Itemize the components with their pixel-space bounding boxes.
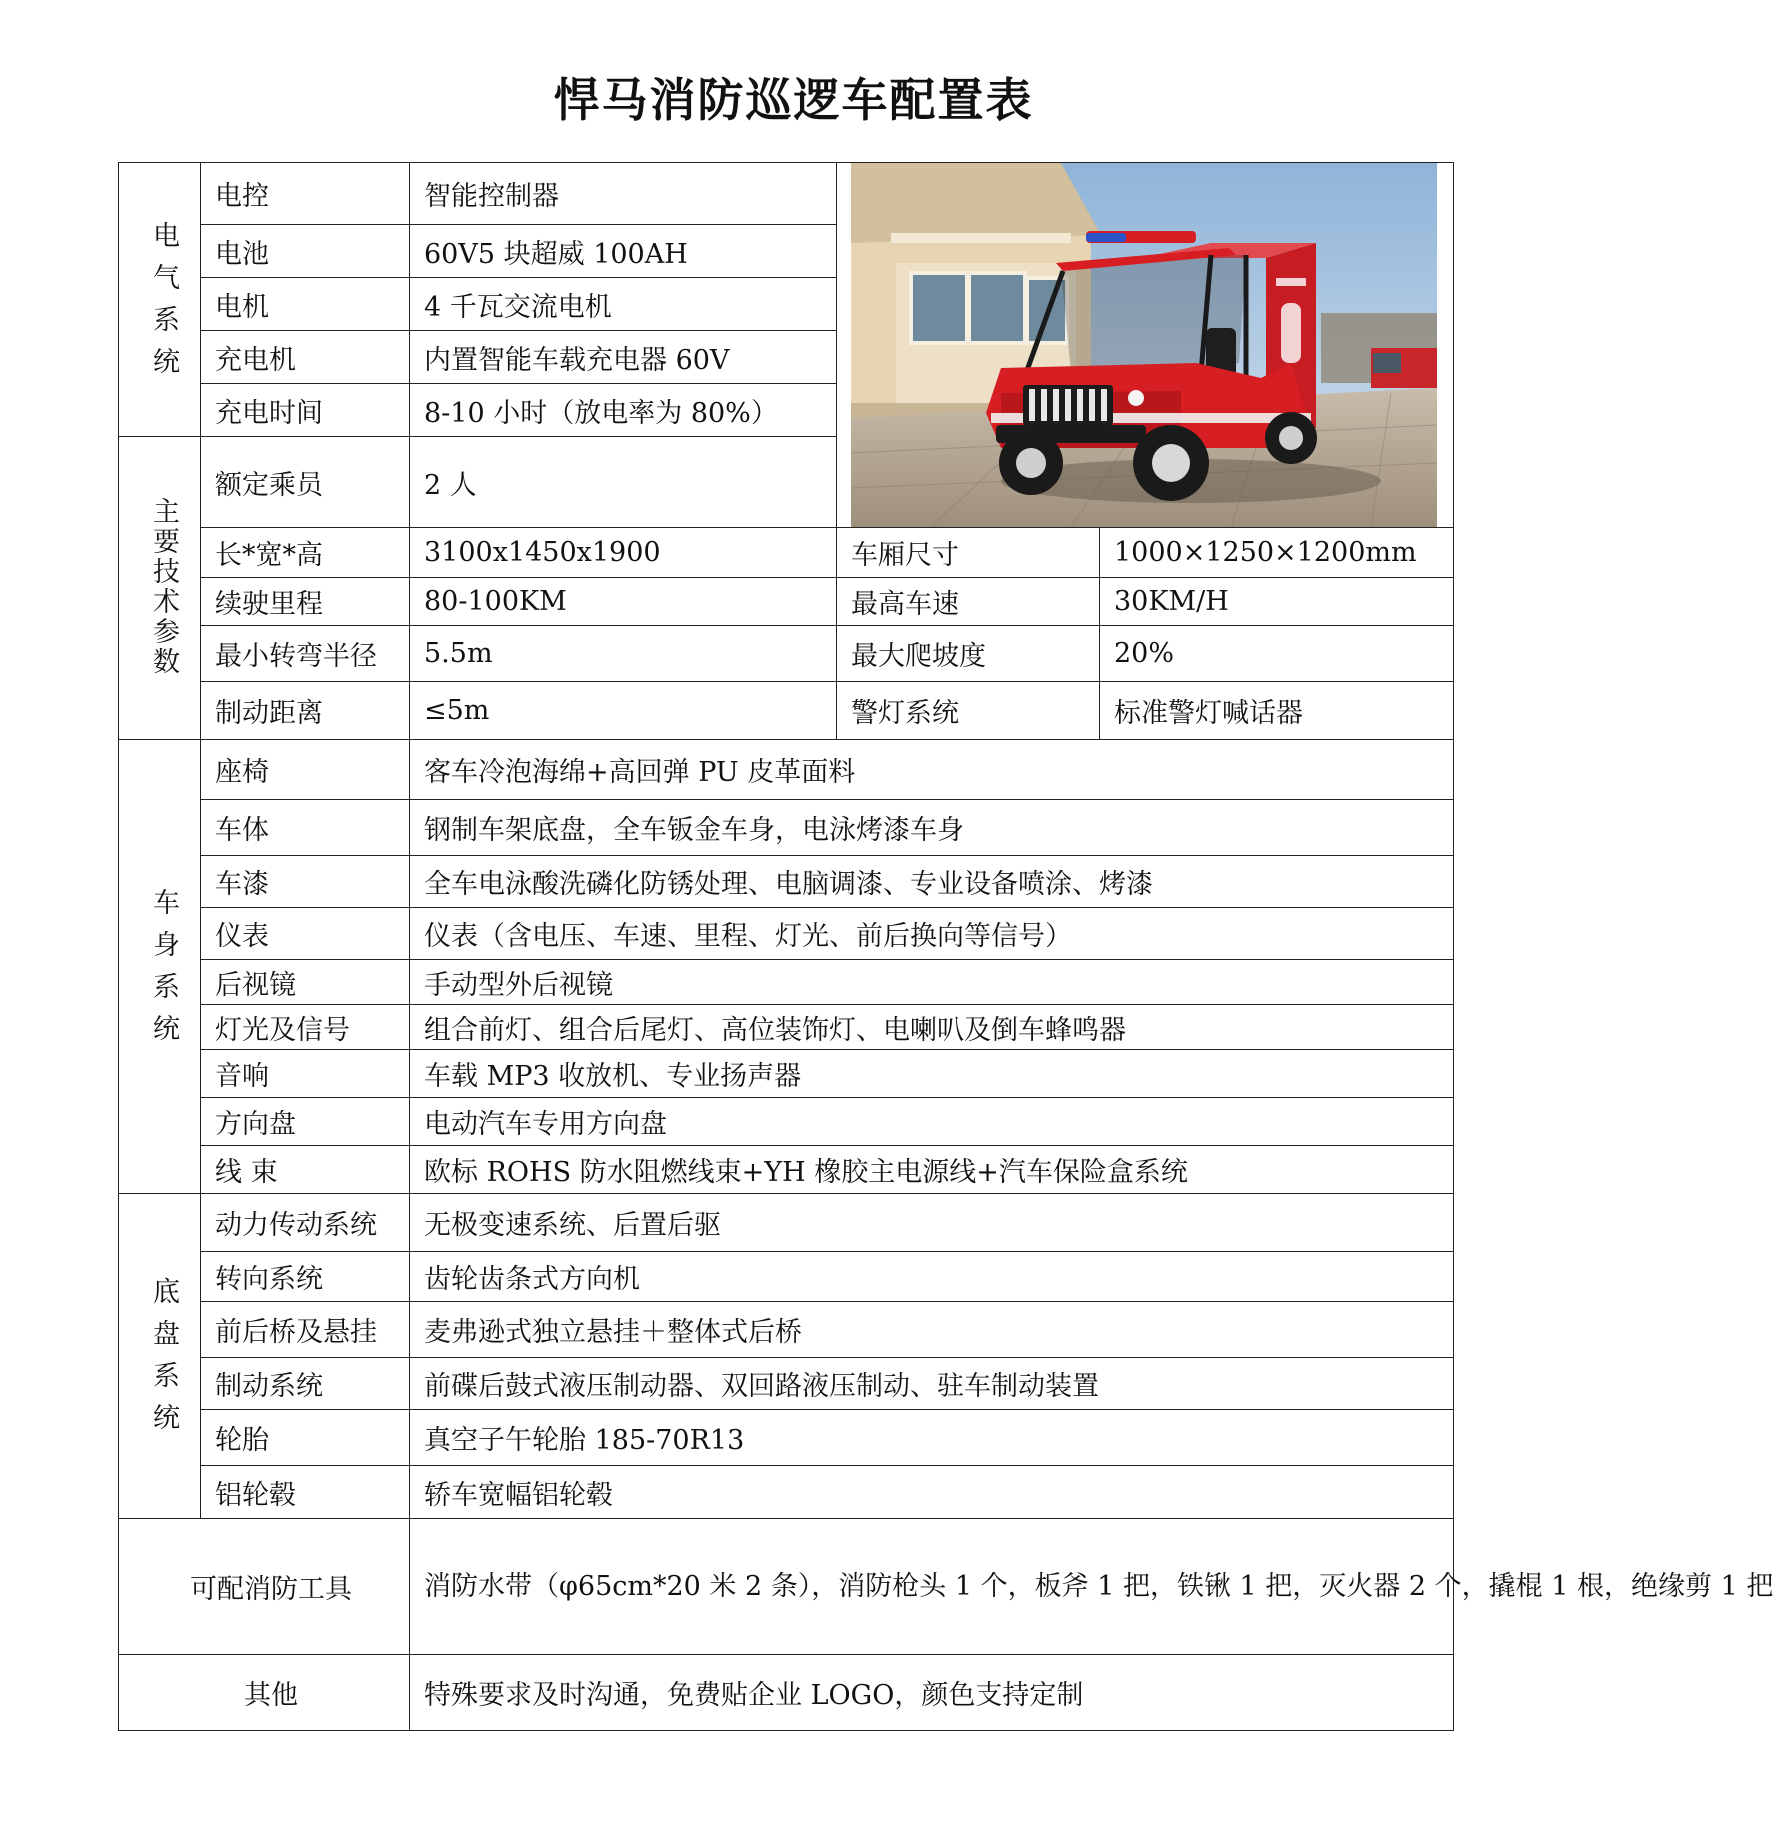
row-value: 80-100KM [410,578,837,626]
row-value: 欧标 ROHS 防水阻燃线束+YH 橡胶主电源线+汽车保险盒系统 [410,1146,1454,1194]
table-row [119,528,1454,578]
row-value: 无极变速系统、后置后驱 [410,1194,1454,1252]
group-electrical: 电气系统 [119,163,201,437]
row-value: 智能控制器 [410,163,837,225]
vehicle-photo [837,163,1454,528]
table-row [119,1146,1454,1194]
row-value: 60V5 块超威 100AH [410,225,837,278]
row-value: 轿车宽幅铝轮毂 [410,1466,1454,1519]
table-row [119,960,1454,1005]
row-label: 音响 [201,1050,410,1098]
table-row [119,163,1454,225]
row-value: 全车电泳酸洗磷化防锈处理、电脑调漆、专业设备喷涂、烤漆 [410,856,1454,908]
row-value: 真空子午轮胎 185-70R13 [410,1410,1454,1466]
row-label: 座椅 [201,740,410,800]
row-label: 电机 [201,278,410,331]
row-value: 5.5m [410,626,837,682]
row-value: 钢制车架底盘，全车钣金车身，电泳烤漆车身 [410,800,1454,856]
table-row [119,626,1454,682]
row-value: ≤5m [410,682,837,740]
row-label: 最小转弯半径 [201,626,410,682]
row-label: 铝轮毂 [201,1466,410,1519]
table-row [119,1655,1454,1731]
row-label: 动力传动系统 [201,1194,410,1252]
row-value-2: 标准警灯喊话器 [1100,682,1454,740]
fire-patrol-vehicle-image [851,163,1437,527]
group-body: 车身系统 [119,740,201,1194]
row-label: 制动距离 [201,682,410,740]
table-row [119,1050,1454,1098]
row-label: 电池 [201,225,410,278]
table-row [119,1194,1454,1252]
row-label-2: 最大爬坡度 [837,626,1100,682]
row-label: 前后桥及悬挂 [201,1302,410,1358]
row-label-2: 最高车速 [837,578,1100,626]
row-label: 轮胎 [201,1410,410,1466]
row-label: 充电时间 [201,384,410,437]
row-label: 仪表 [201,908,410,960]
row-value: 齿轮齿条式方向机 [410,1252,1454,1302]
table-row [119,1098,1454,1146]
row-value: 电动汽车专用方向盘 [410,1098,1454,1146]
row-value-2: 20% [1100,626,1454,682]
row-label: 转向系统 [201,1252,410,1302]
table-row [119,1410,1454,1466]
row-value-2: 1000×1250×1200mm [1100,528,1454,578]
table-row [119,1466,1454,1519]
row-label: 电控 [201,163,410,225]
tools-label: 可配消防工具 [119,1519,410,1655]
tools-value: 消防水带（φ65cm*20 米 2 条），消防枪头 1 个，板斧 1 把，铁锹 1 把，灭火器 2 个，撬棍 1 根，绝缘剪 1 把 [410,1519,1454,1655]
row-value: 8-10 小时（放电率为 80%） [410,384,837,437]
table-row [119,908,1454,960]
row-label: 制动系统 [201,1358,410,1410]
table-row [119,1302,1454,1358]
table-row [119,1358,1454,1410]
row-value: 4 千瓦交流电机 [410,278,837,331]
page-title: 悍马消防巡逻车配置表 [553,73,1034,127]
table-row [119,682,1454,740]
row-value: 仪表（含电压、车速、里程、灯光、前后换向等信号） [410,908,1454,960]
table-row [119,800,1454,856]
row-label: 车漆 [201,856,410,908]
row-label: 额定乘员 [201,437,410,528]
spec-table [118,162,1773,1731]
row-label-2: 警灯系统 [837,682,1100,740]
row-label: 充电机 [201,331,410,384]
group-chassis: 底盘系统 [119,1194,201,1519]
table-row [119,578,1454,626]
row-label: 长*宽*高 [201,528,410,578]
table-row [119,856,1454,908]
row-label: 方向盘 [201,1098,410,1146]
row-value-2: 30KM/H [1100,578,1454,626]
group-tech: 主要技术参数 [119,437,201,740]
row-value: 内置智能车载充电器 60V [410,331,837,384]
table-row [119,1252,1454,1302]
row-label-2: 车厢尺寸 [837,528,1100,578]
other-value: 特殊要求及时沟通，免费贴企业 LOGO，颜色支持定制 [410,1655,1454,1731]
row-value: 3100x1450x1900 [410,528,837,578]
row-label: 续驶里程 [201,578,410,626]
row-value: 组合前灯、组合后尾灯、高位装饰灯、电喇叭及倒车蜂鸣器 [410,1005,1454,1050]
row-value: 前碟后鼓式液压制动器、双回路液压制动、驻车制动装置 [410,1358,1454,1410]
other-label: 其他 [119,1655,410,1731]
row-label: 线 束 [201,1146,410,1194]
row-value: 手动型外后视镜 [410,960,1454,1005]
table-row [119,740,1454,800]
row-label: 后视镜 [201,960,410,1005]
row-value: 麦弗逊式独立悬挂＋整体式后桥 [410,1302,1454,1358]
table-row [119,1005,1454,1050]
row-value: 客车冷泡海绵+高回弹 PU 皮革面料 [410,740,1454,800]
table-row [119,1519,1454,1655]
row-value: 2 人 [410,437,837,528]
row-label: 灯光及信号 [201,1005,410,1050]
row-label: 车体 [201,800,410,856]
row-value: 车载 MP3 收放机、专业扬声器 [410,1050,1454,1098]
